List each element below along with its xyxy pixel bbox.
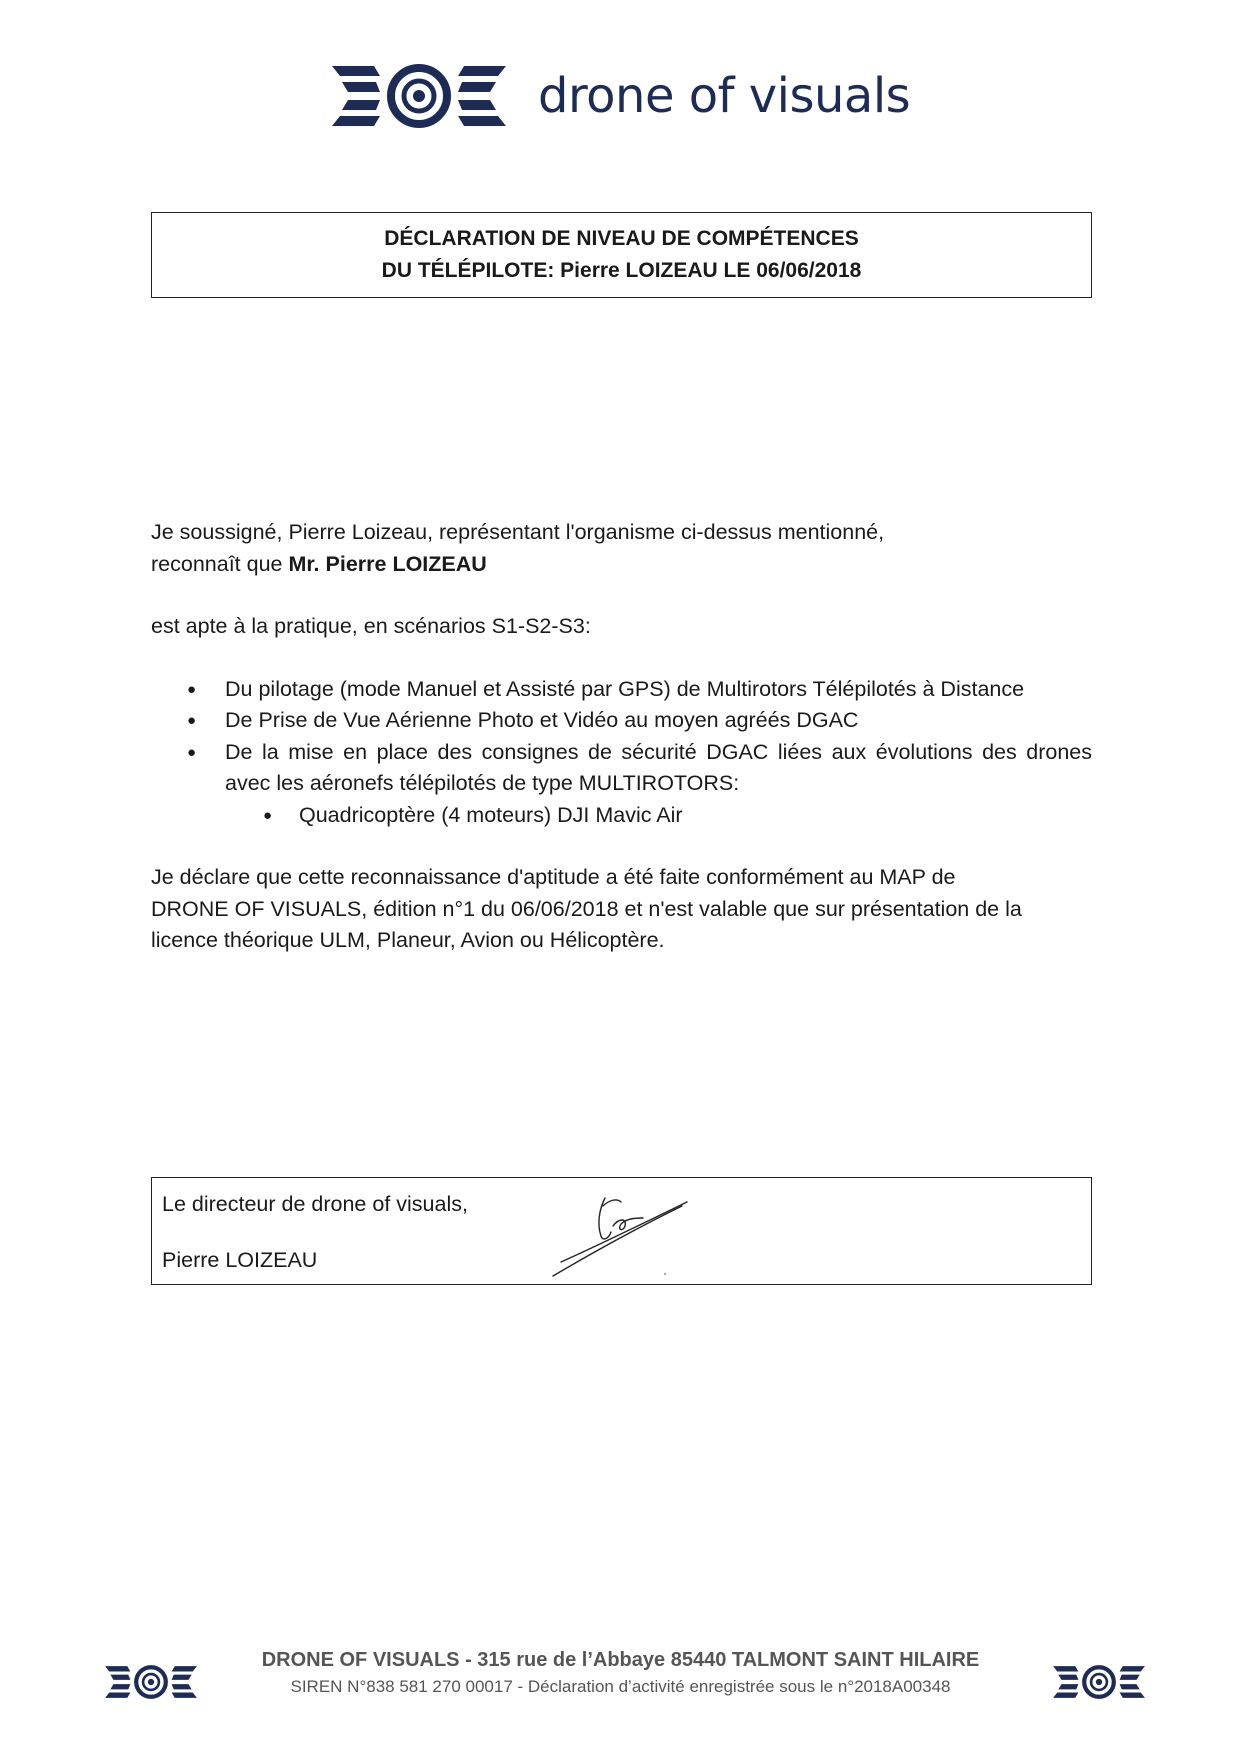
header-logo: [330, 60, 910, 132]
list-item: ● Quadricoptère (4 moteurs) DJI Mavic Air: [151, 800, 1092, 832]
footer-address: DRONE OF VISUALS - 315 rue de l’Abbaye 85440 TALMONT SAINT HILAIRE: [261, 1649, 980, 1671]
competence-list: [151, 674, 1092, 800]
list-item: ● De Prise de Vue Aérienne Photo et Vidéo au moyen agréés DGAC: [151, 705, 1092, 737]
brand-name: drone of visuals: [538, 68, 911, 124]
title-box: [151, 212, 1092, 298]
intro-line-2-prefix: reconnaît que: [151, 551, 289, 576]
signatory-role: Le directeur de drone of visuals,: [162, 1192, 468, 1216]
aircraft-list: [151, 800, 1092, 832]
aptitude-statement: est apte à la pratique, en scénarios S1-S2-S3:: [151, 614, 591, 638]
body-text: [151, 517, 1092, 957]
signature-box: [151, 1177, 1092, 1285]
list-item: ● Du pilotage (mode Manuel et Assisté par GPS) de Multirotors Télépilotés à Distance: [151, 674, 1092, 706]
footer-registration: SIREN N°838 581 270 00017 - Déclaration d’activité enregistrée sous le n°2018A00348: [290, 1677, 951, 1696]
intro-line-2: [151, 549, 1092, 581]
declaration-line-3: licence théorique ULM, Planeur, Avion ou Hélicoptère.: [151, 928, 665, 952]
footer-logo-right-icon: [1052, 1664, 1146, 1700]
handwritten-signature-icon: [547, 1188, 697, 1280]
title-line-2: DU TÉLÉPILOTE: Pierre LOIZEAU LE 06/06/2018: [381, 259, 862, 282]
signatory-name: Pierre LOIZEAU: [162, 1248, 318, 1272]
declaration-line-1: Je déclare que cette reconnaissance d'aptitude a été faite conformément au MAP de: [151, 865, 956, 889]
intro-line-1: Je soussigné, Pierre Loizeau, représentant l'organisme ci-dessus mentionné,: [151, 520, 885, 544]
list-item: ● De la mise en place des consignes de sécurité DGAC liées aux évolutions des drones avec les aéronefs télépilotés de type MULTIROTORS:: [151, 737, 1092, 800]
declaration-line-2: DRONE OF VISUALS, édition n°1 du 06/06/2018 et n'est valable que sur présentation de la: [151, 896, 1022, 921]
pilot-name: Mr. Pierre LOIZEAU: [288, 551, 487, 576]
title-line-1: DÉCLARATION DE NIVEAU DE COMPÉTENCES: [384, 227, 859, 250]
drone-logo-icon: [330, 62, 508, 130]
